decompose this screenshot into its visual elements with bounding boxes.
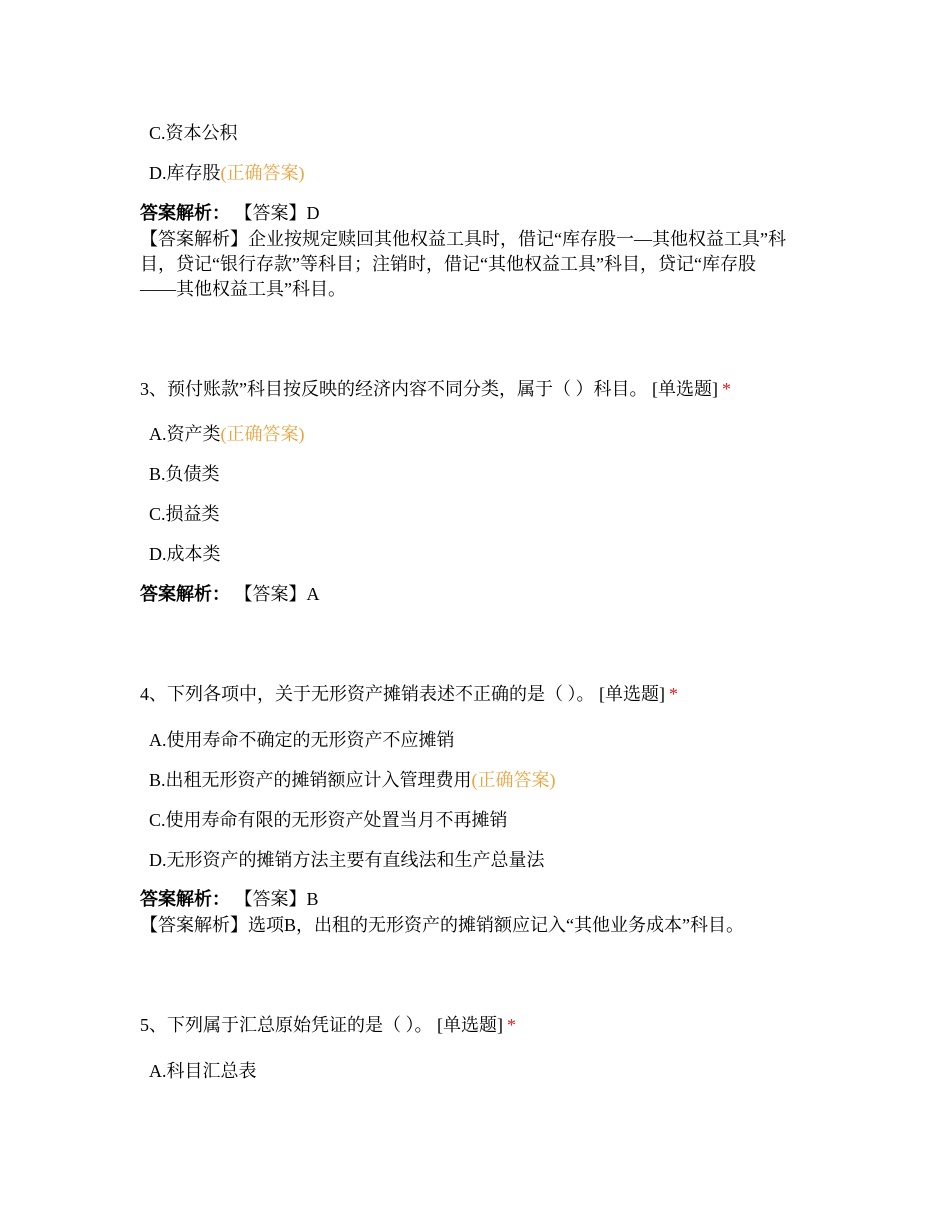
required-mark: * (722, 379, 731, 399)
option-text: D.无形资产的摊销方法主要有直线法和生产总量法 (149, 850, 545, 870)
correct-answer-tag: (正确答案) (220, 163, 305, 183)
correct-answer-tag: (正确答案) (471, 770, 556, 790)
q4-option-d (149, 847, 545, 873)
option-text: B.出租无形资产的摊销额应计入管理费用 (149, 770, 472, 790)
q2-explanation-line-2: 目，贷记“银行存款”等科目；注销时，借记“其他权益工具”科目，贷记“库存股 (140, 254, 756, 274)
option-text: A.资产类 (149, 424, 221, 444)
q4-title (140, 681, 678, 707)
option-text: C.损益类 (149, 504, 220, 524)
option-text: B.负债类 (149, 464, 220, 484)
required-mark: * (669, 684, 678, 704)
q2-explanation-line-1: 【答案解析】企业按规定赎回其他权益工具时，借记“库存股一—其他权益工具”科 (140, 229, 786, 249)
q4-analysis (140, 886, 319, 912)
q2-option-c (149, 120, 238, 146)
question-text: 3、预付账款”科目按反映的经济内容不同分类，属于（ ）科目。 (140, 379, 648, 399)
analysis-label: 答案解析： (140, 584, 230, 604)
correct-answer-tag: (正确答案) (220, 424, 305, 444)
q4-explanation-line-1: 【答案解析】选项B，出租的无形资产的摊销额应记入“其他业务成本”科目。 (140, 915, 744, 935)
analysis-answer: 【答案】B (234, 889, 319, 909)
q4-option-c (149, 807, 508, 833)
q5-option-a (149, 1058, 257, 1084)
q2-option-d (149, 160, 305, 186)
q3-analysis (140, 581, 320, 607)
required-mark: * (507, 1015, 516, 1035)
option-text: A.科目汇总表 (149, 1061, 257, 1081)
q2-explanation-line-3: ——其他权益工具”科目。 (140, 279, 346, 299)
option-text: C.资本公积 (149, 123, 238, 143)
q4-option-b (149, 767, 556, 793)
option-text: D.库存股 (149, 163, 221, 183)
q5-title (140, 1012, 516, 1038)
question-text: 5、下列属于汇总原始凭证的是（ ）。 (140, 1015, 433, 1035)
analysis-answer: 【答案】A (234, 584, 320, 604)
q3-option-d (149, 541, 221, 567)
q3-title (140, 376, 731, 402)
question-type: [单选题] (599, 684, 665, 704)
option-text: D.成本类 (149, 544, 221, 564)
analysis-label: 答案解析： (140, 203, 230, 223)
q3-option-b (149, 461, 220, 487)
question-text: 4、下列各项中，关于无形资产摊销表述不正确的是（ ）。 (140, 684, 595, 704)
question-type: [单选题] (437, 1015, 503, 1035)
analysis-answer: 【答案】D (234, 203, 320, 223)
q3-option-c (149, 501, 220, 527)
question-type: [单选题] (652, 379, 718, 399)
q3-option-a (149, 421, 305, 447)
q2-analysis (140, 200, 320, 226)
option-text: C.使用寿命有限的无形资产处置当月不再摊销 (149, 810, 508, 830)
analysis-label: 答案解析： (140, 889, 230, 909)
q4-option-a (149, 727, 455, 753)
option-text: A.使用寿命不确定的无形资产不应摊销 (149, 730, 455, 750)
